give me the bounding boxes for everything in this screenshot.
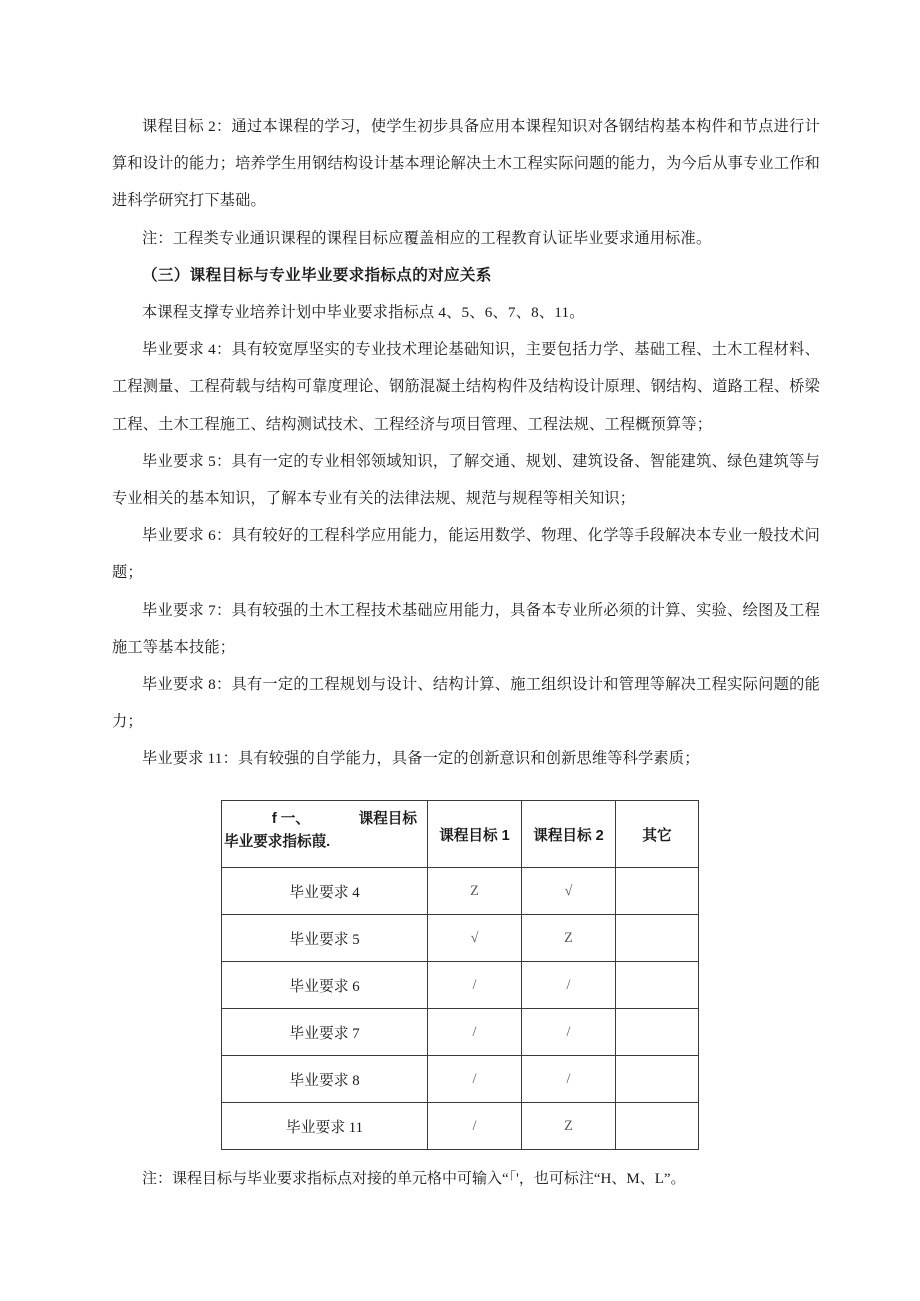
row-header-requirement-7: 毕业要求 7 xyxy=(222,1009,428,1056)
cell-req11-objective1: / xyxy=(428,1103,522,1150)
table-footer-note: 注：课程目标与毕业要求指标点对接的单元格中可输入“「'，也可标注“H、M、L”。 xyxy=(142,1171,686,1187)
paragraph-requirement-8: 毕业要求 8：具有一定的工程规划与设计、结构计算、施工组织设计和管理等解决工程实际问题的能力； xyxy=(112,676,820,731)
paragraph-requirement-7: 毕业要求 7：具有较强的土木工程技术基础应用能力，具备本专业所必须的计算、实验、绘图及工程施工等基本技能； xyxy=(112,601,820,656)
cell-req8-objective2: / xyxy=(522,1056,616,1103)
cell-req5-objective2: Z xyxy=(522,915,616,962)
column-header-other: 其它 xyxy=(616,801,699,868)
correspondence-table-wrapper xyxy=(221,800,698,1150)
table-row xyxy=(222,915,699,962)
cell-req4-other xyxy=(616,868,699,915)
cell-req5-other xyxy=(616,915,699,962)
paragraph-support-indicators: 本课程支撑专业培养计划中毕业要求指标点 4、5、6、7、8、11。 xyxy=(142,304,585,322)
table-header-row xyxy=(222,801,699,868)
cell-req4-objective2: √ xyxy=(522,868,616,915)
table-row xyxy=(222,1056,699,1103)
table-row xyxy=(222,1103,699,1150)
cell-req4-objective1: Z xyxy=(428,868,522,915)
paragraph-objective-note: 注：工程类专业通识课程的课程目标应覆盖相应的工程教育认证毕业要求通用标准。 xyxy=(142,229,712,247)
table-corner-cell xyxy=(222,801,428,868)
corner-bottom-label: 毕业要求指标葭. xyxy=(224,834,331,850)
corner-top-label: f 一、 课程目标 xyxy=(271,811,417,827)
table-row xyxy=(222,868,699,915)
row-header-requirement-5: 毕业要求 5 xyxy=(222,915,428,962)
paragraph-requirement-5: 毕业要求 5：具有一定的专业相邻领域知识，了解交通、规划、建筑设备、智能建筑、绿色建筑等与专业相关的基本知识，了解本专业有关的法律法规、规范与规程等相关知识； xyxy=(112,452,820,508)
cell-req8-objective1: / xyxy=(428,1056,522,1103)
paragraph-requirement-6: 毕业要求 6：具有较好的工程科学应用能力，能运用数学、物理、化学等手段解决本专业一般技术问题； xyxy=(112,527,820,582)
table-row xyxy=(222,962,699,1009)
column-header-objective-1: 课程目标 1 xyxy=(428,801,522,868)
cell-req7-objective2: / xyxy=(522,1009,616,1056)
cell-req5-objective1: √ xyxy=(428,915,522,962)
cell-req6-objective2: / xyxy=(522,962,616,1009)
row-header-requirement-8: 毕业要求 8 xyxy=(222,1056,428,1103)
cell-req11-objective2: Z xyxy=(522,1103,616,1150)
row-header-requirement-11: 毕业要求 11 xyxy=(222,1103,428,1150)
paragraph-course-objective-2: 课程目标 2：通过本课程的学习，使学生初步具备应用本课程知识对各钢结构基本构件和节点进行计算和设计的能力；培养学生用钢结构设计基本理论解决土木工程实际问题的能力，为今后从事专业工作和进科学研究打下基础。 xyxy=(112,118,820,210)
table-row xyxy=(222,1009,699,1056)
paragraph-requirement-4: 毕业要求 4：具有较宽厚坚实的专业技术理论基础知识，主要包括力学、基础工程、土木工程材料、工程测量、工程荷载与结构可靠度理论、钢筋混凝土结构构件及结构设计原理、钢结构、道路工程、桥梁工程、土木工程施工、结构测试技术、工程经济与项目管理、工程法规、工程概预算等； xyxy=(112,341,820,433)
cell-req7-objective1: / xyxy=(428,1009,522,1056)
section-heading-correspondence: （三）课程目标与专业毕业要求指标点的对应关系 xyxy=(142,266,492,284)
row-header-requirement-4: 毕业要求 4 xyxy=(222,868,428,915)
cell-req7-other xyxy=(616,1009,699,1056)
column-header-objective-2: 课程目标 2 xyxy=(522,801,616,868)
correspondence-matrix-table xyxy=(221,800,699,1150)
cell-req6-other xyxy=(616,962,699,1009)
document-body xyxy=(112,108,820,778)
paragraph-requirement-11: 毕业要求 11：具有较强的自学能力，具备一定的创新意识和创新思维等科学素质； xyxy=(142,750,700,768)
cell-req8-other xyxy=(616,1056,699,1103)
cell-req11-other xyxy=(616,1103,699,1150)
row-header-requirement-6: 毕业要求 6 xyxy=(222,962,428,1009)
cell-req6-objective1: / xyxy=(428,962,522,1009)
